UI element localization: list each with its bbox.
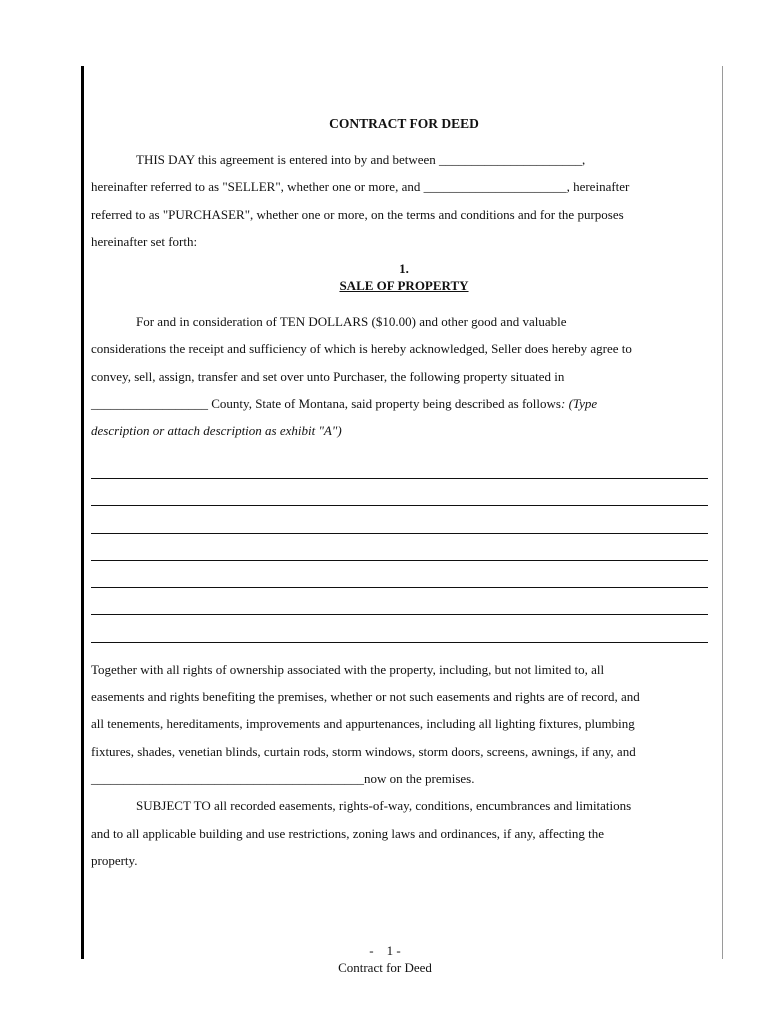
together-line: Together with all rights of ownership associated with the property, including, but not limited to, all <box>91 661 605 677</box>
subject-line: property. <box>91 852 138 868</box>
description-blank-line[interactable] <box>91 620 717 647</box>
section-number: 1. <box>399 261 409 277</box>
description-blank-line[interactable] <box>91 539 717 566</box>
left-margin-rule <box>81 66 84 959</box>
intro-line: hereinafter referred to as "SELLER", whether one or more, and ______________________, hereinafter <box>91 179 630 195</box>
subject-line: and to all applicable building and use restrictions, zoning laws and ordinances, if any, affecting the <box>91 825 604 841</box>
description-blank-line[interactable] <box>91 484 717 511</box>
together-line: fixtures, shades, venetian blinds, curtain rods, storm windows, storm doors, screens, awnings, if any, and <box>91 743 636 759</box>
document-page <box>91 116 717 874</box>
sale-line: considerations the receipt and sufficiency of which is hereby acknowledged, Seller does hereby agree to <box>91 341 632 357</box>
together-paragraph <box>91 656 717 792</box>
sale-line: For and in consideration of TEN DOLLARS ($10.00) and other good and valuable <box>136 314 567 330</box>
document-title: CONTRACT FOR DEED <box>329 116 479 131</box>
footer-label: Contract for Deed <box>338 960 432 975</box>
together-line: __________________________________________now on the premises. <box>91 770 475 786</box>
section-title: SALE OF PROPERTY <box>339 278 469 294</box>
subject-paragraph <box>91 792 717 874</box>
description-blank-line[interactable] <box>91 566 717 593</box>
page-footer <box>0 942 770 976</box>
description-blank-line[interactable] <box>91 511 717 538</box>
intro-line: THIS DAY this agreement is entered into by and between ______________________, <box>136 152 586 167</box>
page-number: - 1 - <box>369 943 401 958</box>
sale-instruction: : (Type <box>560 396 598 412</box>
section-heading <box>91 260 717 294</box>
property-description-lines <box>91 457 717 648</box>
together-line: easements and rights benefiting the premises, whether or not such easements and rights are of record, and <box>91 689 640 705</box>
sale-paragraph <box>91 308 717 444</box>
sale-instruction: description or attach description as exhibit "A") <box>91 423 342 439</box>
intro-line: hereinafter set forth: <box>91 233 198 249</box>
right-margin-rule <box>722 66 723 959</box>
sale-text: __________________ County, State of Montana, said property being described as follows <box>91 396 561 412</box>
intro-line: referred to as "PURCHASER", whether one or more, on the terms and conditions and for the purposes <box>91 206 624 222</box>
intro-paragraph <box>91 146 717 255</box>
description-blank-line[interactable] <box>91 457 717 484</box>
sale-line <box>91 417 717 444</box>
subject-line: SUBJECT TO all recorded easements, rights-of-way, conditions, encumbrances and limitations <box>136 798 632 814</box>
description-blank-line[interactable] <box>91 593 717 620</box>
together-line: all tenements, hereditaments, improvements and appurtenances, including all lighting fixtures, plumbing <box>91 716 635 732</box>
sale-line: convey, sell, assign, transfer and set over unto Purchaser, the following property situated in <box>91 368 565 384</box>
sale-line <box>91 390 717 417</box>
